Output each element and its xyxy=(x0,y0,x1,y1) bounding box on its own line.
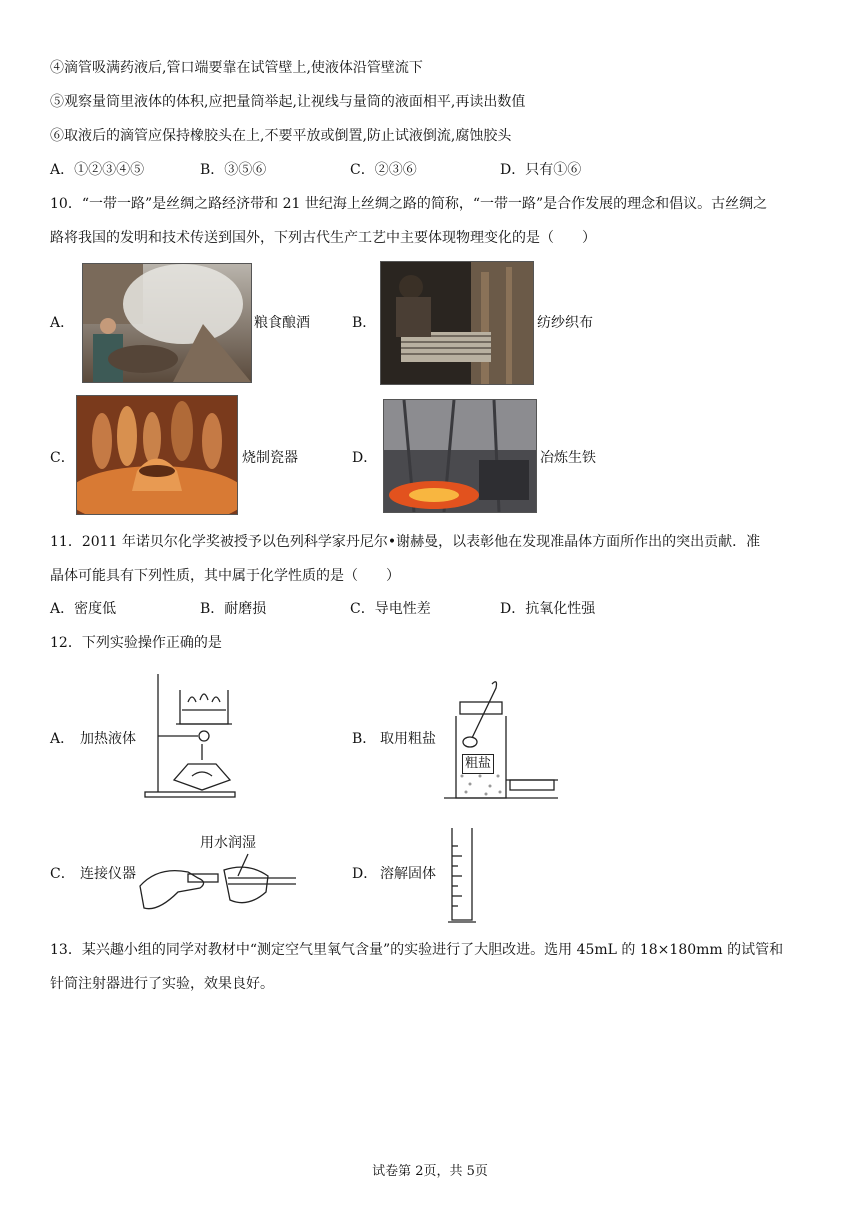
q12-option-a-caption: 加热液体 xyxy=(80,731,136,747)
connecting-apparatus-drawing xyxy=(138,852,300,914)
page-footer: 试卷第 2页，共 5页 xyxy=(372,1164,488,1179)
salt-jar-label: 粗盐 xyxy=(462,754,494,774)
statement-4: ④滴管吸满药液后,管口端要靠在试管壁上,使液体沿管壁流下 xyxy=(50,60,423,76)
q10-option-a-caption: 粮食酿酒 xyxy=(254,315,310,331)
q9-option-b[interactable]: B．③⑤⑥ xyxy=(200,162,267,178)
q12-option-c-caption: 连接仪器 xyxy=(80,866,136,882)
q10-stem-line1: 10．“一带一路”是丝绸之路经济带和 21 世纪海上丝绸之路的简称，“一带一路”是合作发展的理念和倡议。古丝绸之 xyxy=(50,196,768,212)
q11-option-c[interactable]: C．导电性差 xyxy=(350,601,431,617)
q10-option-c-caption: 烧制瓷器 xyxy=(242,450,298,466)
q9-option-c[interactable]: C．②③⑥ xyxy=(350,162,417,178)
q9-option-d[interactable]: D．只有①⑥ xyxy=(500,162,582,178)
q11-option-d[interactable]: D．抗氧化性强 xyxy=(500,601,596,617)
q12-option-c-letter[interactable]: C． xyxy=(50,866,75,882)
q11-option-b[interactable]: B．耐磨损 xyxy=(200,601,267,617)
statement-5: ⑤观察量筒里液体的体积,应把量筒举起,让视线与量筒的液面相平,再读出数值 xyxy=(50,94,526,110)
q13-stem-line2: 针筒注射器进行了实验，效果良好。 xyxy=(50,976,274,992)
q13-stem-line1: 13．某兴趣小组的同学对教材中“测定空气里氧气含量”的实验进行了大胆改进。选用 45mL 的 18×180mm 的试管和 xyxy=(50,942,784,958)
q9-option-a[interactable]: A．①②③④⑤ xyxy=(50,162,145,178)
q10-option-a-letter[interactable]: A． xyxy=(50,315,75,331)
graduated-cylinder-drawing xyxy=(440,826,484,926)
q10-option-b-letter[interactable]: B． xyxy=(352,315,377,331)
q12-option-b-caption: 取用粗盐 xyxy=(380,731,436,747)
q11-option-a[interactable]: A．密度低 xyxy=(50,601,117,617)
q10-option-b-caption: 纺纱织布 xyxy=(537,315,593,331)
q11-stem-line2: 晶体可能具有下列性质，其中属于化学性质的是（ ） xyxy=(50,568,400,584)
q12-option-d-caption: 溶解固体 xyxy=(380,866,436,882)
q12-option-d-letter[interactable]: D． xyxy=(352,866,378,882)
q12-option-b-letter[interactable]: B． xyxy=(352,731,377,747)
salt-jar-drawing xyxy=(440,676,560,800)
weaving-loom-photo xyxy=(380,261,534,385)
wet-with-water-annotation: 用水润湿 xyxy=(200,835,256,851)
wine-brewing-photo xyxy=(82,263,252,383)
q10-option-c-letter[interactable]: C． xyxy=(50,450,75,466)
iron-smelting-photo xyxy=(383,399,537,513)
heating-liquid-drawing xyxy=(140,672,240,800)
q10-option-d-letter[interactable]: D． xyxy=(352,450,378,466)
statement-6: ⑥取液后的滴管应保持橡胶头在上,不要平放或倒置,防止试液倒流,腐蚀胶头 xyxy=(50,128,512,144)
q10-stem-line2: 路将我国的发明和技术传送到国外，下列古代生产工艺中主要体现物理变化的是（ ） xyxy=(50,230,596,246)
q11-stem-line1: 11．2011 年诺贝尔化学奖被授予以色列科学家丹尼尔•谢赫曼，以表彰他在发现准晶体方面所作出的突出贡献．准 xyxy=(50,534,761,550)
q12-option-a-letter[interactable]: A． xyxy=(50,731,75,747)
q10-option-d-caption: 冶炼生铁 xyxy=(540,450,596,466)
q12-stem: 12．下列实验操作正确的是 xyxy=(50,635,222,651)
porcelain-kiln-photo xyxy=(76,395,238,515)
